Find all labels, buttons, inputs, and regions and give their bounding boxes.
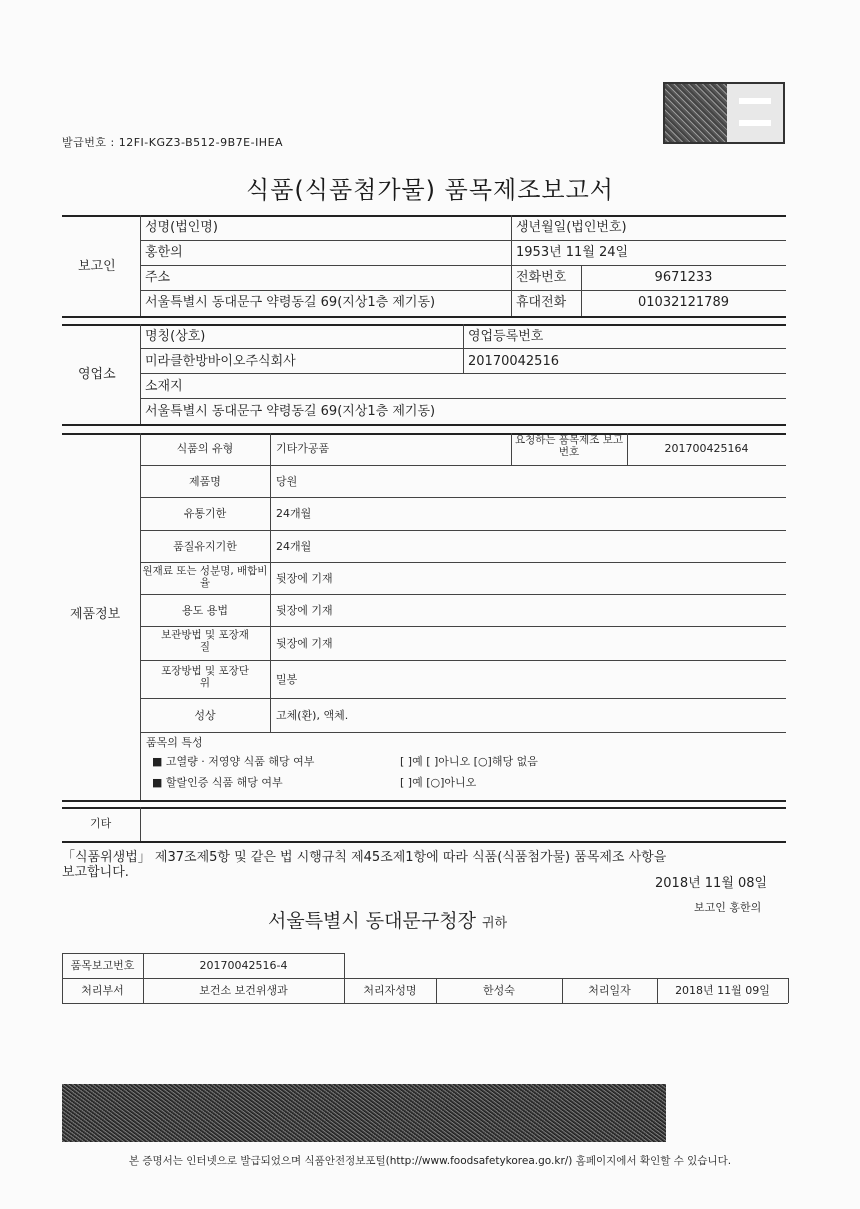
product-storage: 뒷장에 기재 <box>276 637 333 650</box>
statement-line-1: 「식품위생법」 제37조제5항 및 같은 법 시행규칙 제45조제1항에 따라 식품(식품첨가물) 품목제조 사항을 <box>62 850 667 865</box>
handler-label: 처리자성명 <box>363 984 417 997</box>
reporter-address: 서울특별시 동대문구 약령동길 69(지상1층 제기동) <box>145 295 436 310</box>
reporter-name: 홍한의 <box>145 245 183 260</box>
business-location: 서울특별시 동대문구 약령동길 69(지상1층 제기동) <box>145 404 436 419</box>
divider <box>140 433 141 800</box>
divider <box>140 530 786 531</box>
feature-halal-label: ■ 할랄인증 식품 해당 여부 <box>152 776 283 789</box>
statement-line-2: 보고합니다. <box>62 865 129 880</box>
product-name: 당원 <box>276 475 298 488</box>
divider <box>140 626 786 627</box>
divider <box>62 953 344 954</box>
product-quality-label: 품질유지기한 <box>173 540 237 553</box>
divider <box>62 978 788 979</box>
product-section-label: 제품정보 <box>70 607 121 622</box>
divider <box>62 800 786 802</box>
report-no-label: 품목보고번호 <box>70 959 135 972</box>
divider <box>140 465 786 466</box>
product-ingredients-label: 원재료 또는 성분명, 배합비율 <box>142 565 268 590</box>
product-expiry: 24개월 <box>276 507 312 520</box>
reporter-name-label: 성명(법인명) <box>145 220 218 235</box>
dept: 보건소 보건위생과 <box>199 984 288 997</box>
qr-code-light-panel <box>727 84 783 142</box>
product-storage-label: 보관방법 및 포장재질 <box>161 629 249 654</box>
reporter-mobile: 01032121789 <box>638 295 729 310</box>
divider <box>140 398 786 399</box>
reporter-birth: 1953년 11월 24일 <box>516 245 629 260</box>
report-date: 2018년 11월 08일 <box>655 876 768 891</box>
dept-label: 처리부서 <box>81 984 124 997</box>
product-expiry-label: 유통기한 <box>183 507 227 520</box>
product-req-no: 201700425164 <box>664 442 749 455</box>
business-regno: 20170042516 <box>468 354 559 369</box>
product-ingredients: 뒷장에 기재 <box>276 572 333 585</box>
feature-lowcal-value: [ ]예 [ ]아니오 [○]해당 없음 <box>400 755 538 768</box>
encrypted-barcode <box>62 1084 666 1142</box>
recipient: 서울특별시 동대문구청장 귀하 <box>268 910 508 932</box>
business-name-label: 명칭(상호) <box>145 329 206 344</box>
divider <box>62 215 786 217</box>
product-type-label: 식품의 유형 <box>176 442 234 455</box>
product-req-label: 요청하는 품목제조 보고번호 <box>514 434 624 459</box>
divider <box>463 324 464 373</box>
product-packing: 밀봉 <box>276 673 298 686</box>
footer-note: 본 증명서는 인터넷으로 발급되었으며 식품안전정보포털(http://www.foodsafetykorea.go.kr/) 홈페이지에서 확인할 수 있습니다. <box>128 1155 732 1167</box>
product-packing-label: 포장방법 및 포장단위 <box>161 665 249 690</box>
divider <box>140 324 141 424</box>
reporter-section-label: 보고인 <box>78 259 116 274</box>
product-form: 고체(환), 액체. <box>276 709 349 722</box>
divider <box>140 265 786 266</box>
divider <box>62 424 786 426</box>
divider <box>140 807 141 841</box>
process-date-label: 처리일자 <box>588 984 631 997</box>
business-section-label: 영업소 <box>78 367 116 382</box>
product-type: 기타가공품 <box>276 442 330 455</box>
divider <box>140 373 786 374</box>
handler: 한성숙 <box>483 984 515 997</box>
product-form-label: 성상 <box>194 709 216 722</box>
divider <box>140 562 786 563</box>
issue-number: 발급번호 : 12FI-KGZ3-B512-9B7E-IHEA <box>62 136 284 149</box>
divider <box>140 290 786 291</box>
business-location-label: 소재지 <box>145 379 183 394</box>
signer: 보고인 홍한의 <box>694 901 762 914</box>
divider <box>62 1003 788 1004</box>
divider <box>270 433 271 732</box>
product-usage: 뒷장에 기재 <box>276 604 333 617</box>
divider <box>140 497 786 498</box>
feature-halal-value: [ ]예 [○]아니오 <box>400 776 477 789</box>
divider <box>511 215 512 316</box>
divider <box>140 732 786 733</box>
divider <box>62 841 786 843</box>
product-usage-label: 용도 용법 <box>181 604 228 617</box>
divider <box>140 240 786 241</box>
reporter-birth-label: 생년월일(법인번호) <box>516 220 627 235</box>
reporter-phone: 9671233 <box>654 270 713 285</box>
business-name: 미라클한방바이오주식회사 <box>145 354 296 369</box>
report-no: 20170042516-4 <box>199 959 288 972</box>
divider <box>140 215 141 316</box>
divider <box>62 433 786 435</box>
divider <box>140 698 786 699</box>
etc-label: 기타 <box>90 817 112 830</box>
divider <box>788 978 789 1003</box>
page-title: 식품(식품첨가물) 품목제조보고서 <box>246 176 614 204</box>
recipient-suffix: 귀하 <box>481 916 508 931</box>
divider <box>140 660 786 661</box>
reporter-mobile-label: 휴대전화 <box>516 295 567 310</box>
divider <box>140 594 786 595</box>
divider <box>62 807 786 809</box>
business-regno-label: 영업등록번호 <box>468 329 544 344</box>
product-name-label: 제품명 <box>189 475 221 488</box>
divider <box>62 324 786 326</box>
divider <box>62 316 786 318</box>
product-features-label: 품목의 특성 <box>146 736 203 749</box>
process-date: 2018년 11월 09일 <box>675 984 770 997</box>
reporter-phone-label: 전화번호 <box>516 270 567 285</box>
reporter-address-label: 주소 <box>145 270 171 285</box>
product-quality: 24개월 <box>276 540 312 553</box>
feature-lowcal-label: ■ 고열량 · 저영양 식품 해당 여부 <box>152 755 315 768</box>
